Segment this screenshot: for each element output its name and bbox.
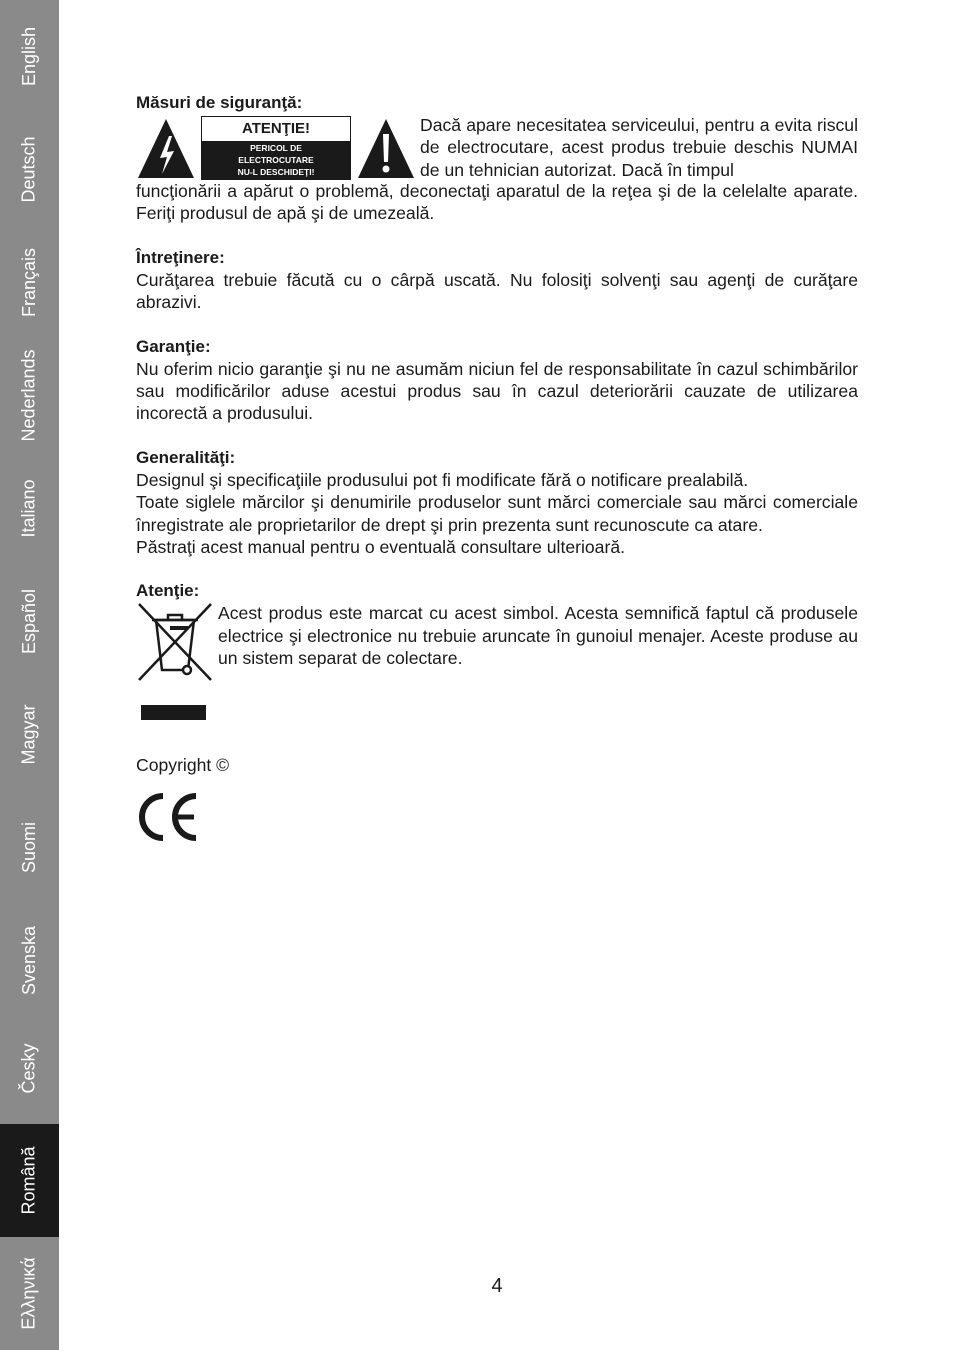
tab-label: Suomi <box>19 821 39 874</box>
safety-heading: Măsuri de siguranţă: <box>136 93 303 112</box>
warranty-section <box>136 336 858 425</box>
tab-svenska[interactable] <box>0 904 59 1017</box>
caution-label <box>201 116 351 180</box>
general-text: Păstraţi acest manual pentru o eventuală consultare ulterioară. <box>136 537 625 558</box>
caution-line: PERICOL DE <box>250 143 302 153</box>
tab-deutsch[interactable] <box>0 113 59 226</box>
tab-label: Nederlands <box>19 349 39 442</box>
general-text: Toate siglele mărcilor şi denumirile produselor sunt mărci comerciale sau mărci comerciale înregistrate ale proprietarilor de drept şi prin prezenta sunt recunoscute ca atare. <box>136 492 858 535</box>
tab-label: Ελληνικά <box>19 1257 40 1330</box>
ce-mark-icon <box>136 792 200 842</box>
tab-romana[interactable] <box>0 1124 59 1237</box>
caution-title: ATENŢIE! <box>241 120 311 137</box>
tab-italiano[interactable] <box>0 452 59 565</box>
safety-text: funcţionării a apărut o problemă, deconectaţi aparatul de la reţea şi de la celelalte aparate. Feriţi produsul de apă şi de umezeală. <box>136 181 858 224</box>
exclamation-warning-icon <box>356 116 416 180</box>
general-heading: Generalităţi: <box>136 447 236 467</box>
warranty-text: Nu oferim nicio garanţie şi nu ne asumăm niciun fel de responsabilitate în cazul schimbărilor sau modificărilor aduse acestui produs sau în cazul deteriorării cauzate de utilizarea incorectă a produsului. <box>136 358 858 424</box>
tab-label: Magyar <box>19 704 39 765</box>
tab-cesky[interactable] <box>0 1012 59 1125</box>
weee-bar <box>141 705 206 720</box>
page-content <box>136 92 858 847</box>
page-number: 4 <box>491 1275 503 1297</box>
crossed-out-bin-icon <box>136 602 214 682</box>
ce-mark <box>136 792 858 847</box>
weee-row <box>136 602 858 736</box>
caution-line: NU-L DESCHIDEŢI! <box>237 167 315 177</box>
maintenance-text: Curăţarea trebuie făcută cu o cârpă uscată. Nu folosiţi solvenţi sau agenţi de curăţare abrazivi. <box>136 269 858 313</box>
caution-line: ELECTROCUTARE <box>238 155 314 165</box>
warranty-heading: Garanţie: <box>136 336 211 356</box>
tab-ellinika[interactable] <box>0 1237 59 1350</box>
tab-suomi[interactable] <box>0 791 59 904</box>
safety-section <box>136 92 858 225</box>
warning-graphics <box>136 116 418 180</box>
tab-label: Français <box>19 247 39 318</box>
tab-label: Česky <box>18 1043 39 1094</box>
tab-label: Italiano <box>18 479 39 538</box>
attention-heading: Atenţie: <box>136 581 200 601</box>
lightning-warning-icon <box>136 116 196 180</box>
caution-subtext <box>202 141 350 179</box>
tab-label: English <box>19 26 40 87</box>
maintenance-heading: Întreţinere: <box>136 247 225 267</box>
safety-text-beside: Dacă apare necesitatea serviceului, pentru a evita riscul de electrocutare, acest produs trebuie deschis NUMAI de un tehnician autorizat. Dacă în timpul <box>420 115 858 180</box>
copyright-text: Copyright © <box>136 755 230 776</box>
general-section <box>136 447 858 559</box>
tab-label: Svenska <box>19 925 40 996</box>
language-sidebar <box>0 0 59 1350</box>
tab-label: Română <box>19 1146 40 1215</box>
general-text: Designul şi specificaţiile produsului pot fi modificate fără o notificare prealabilă. <box>136 469 749 490</box>
warning-row <box>136 114 858 180</box>
tab-espanol[interactable] <box>0 565 59 678</box>
tab-francais[interactable] <box>0 226 59 339</box>
tab-english[interactable] <box>0 0 59 113</box>
tab-nederlands[interactable] <box>0 339 59 452</box>
tab-magyar[interactable] <box>0 678 59 791</box>
tab-label: Deutsch <box>19 136 40 203</box>
attention-section <box>136 580 858 736</box>
attention-text: Acest produs este marcat cu acest simbol. Acesta semnifică faptul că produsele electrice şi electronice nu trebuie aruncate în gunoiul menajer. Aceste produse au un sistem separat de colectare. <box>218 603 858 669</box>
tab-label: Español <box>19 588 39 655</box>
maintenance-section <box>136 247 858 314</box>
